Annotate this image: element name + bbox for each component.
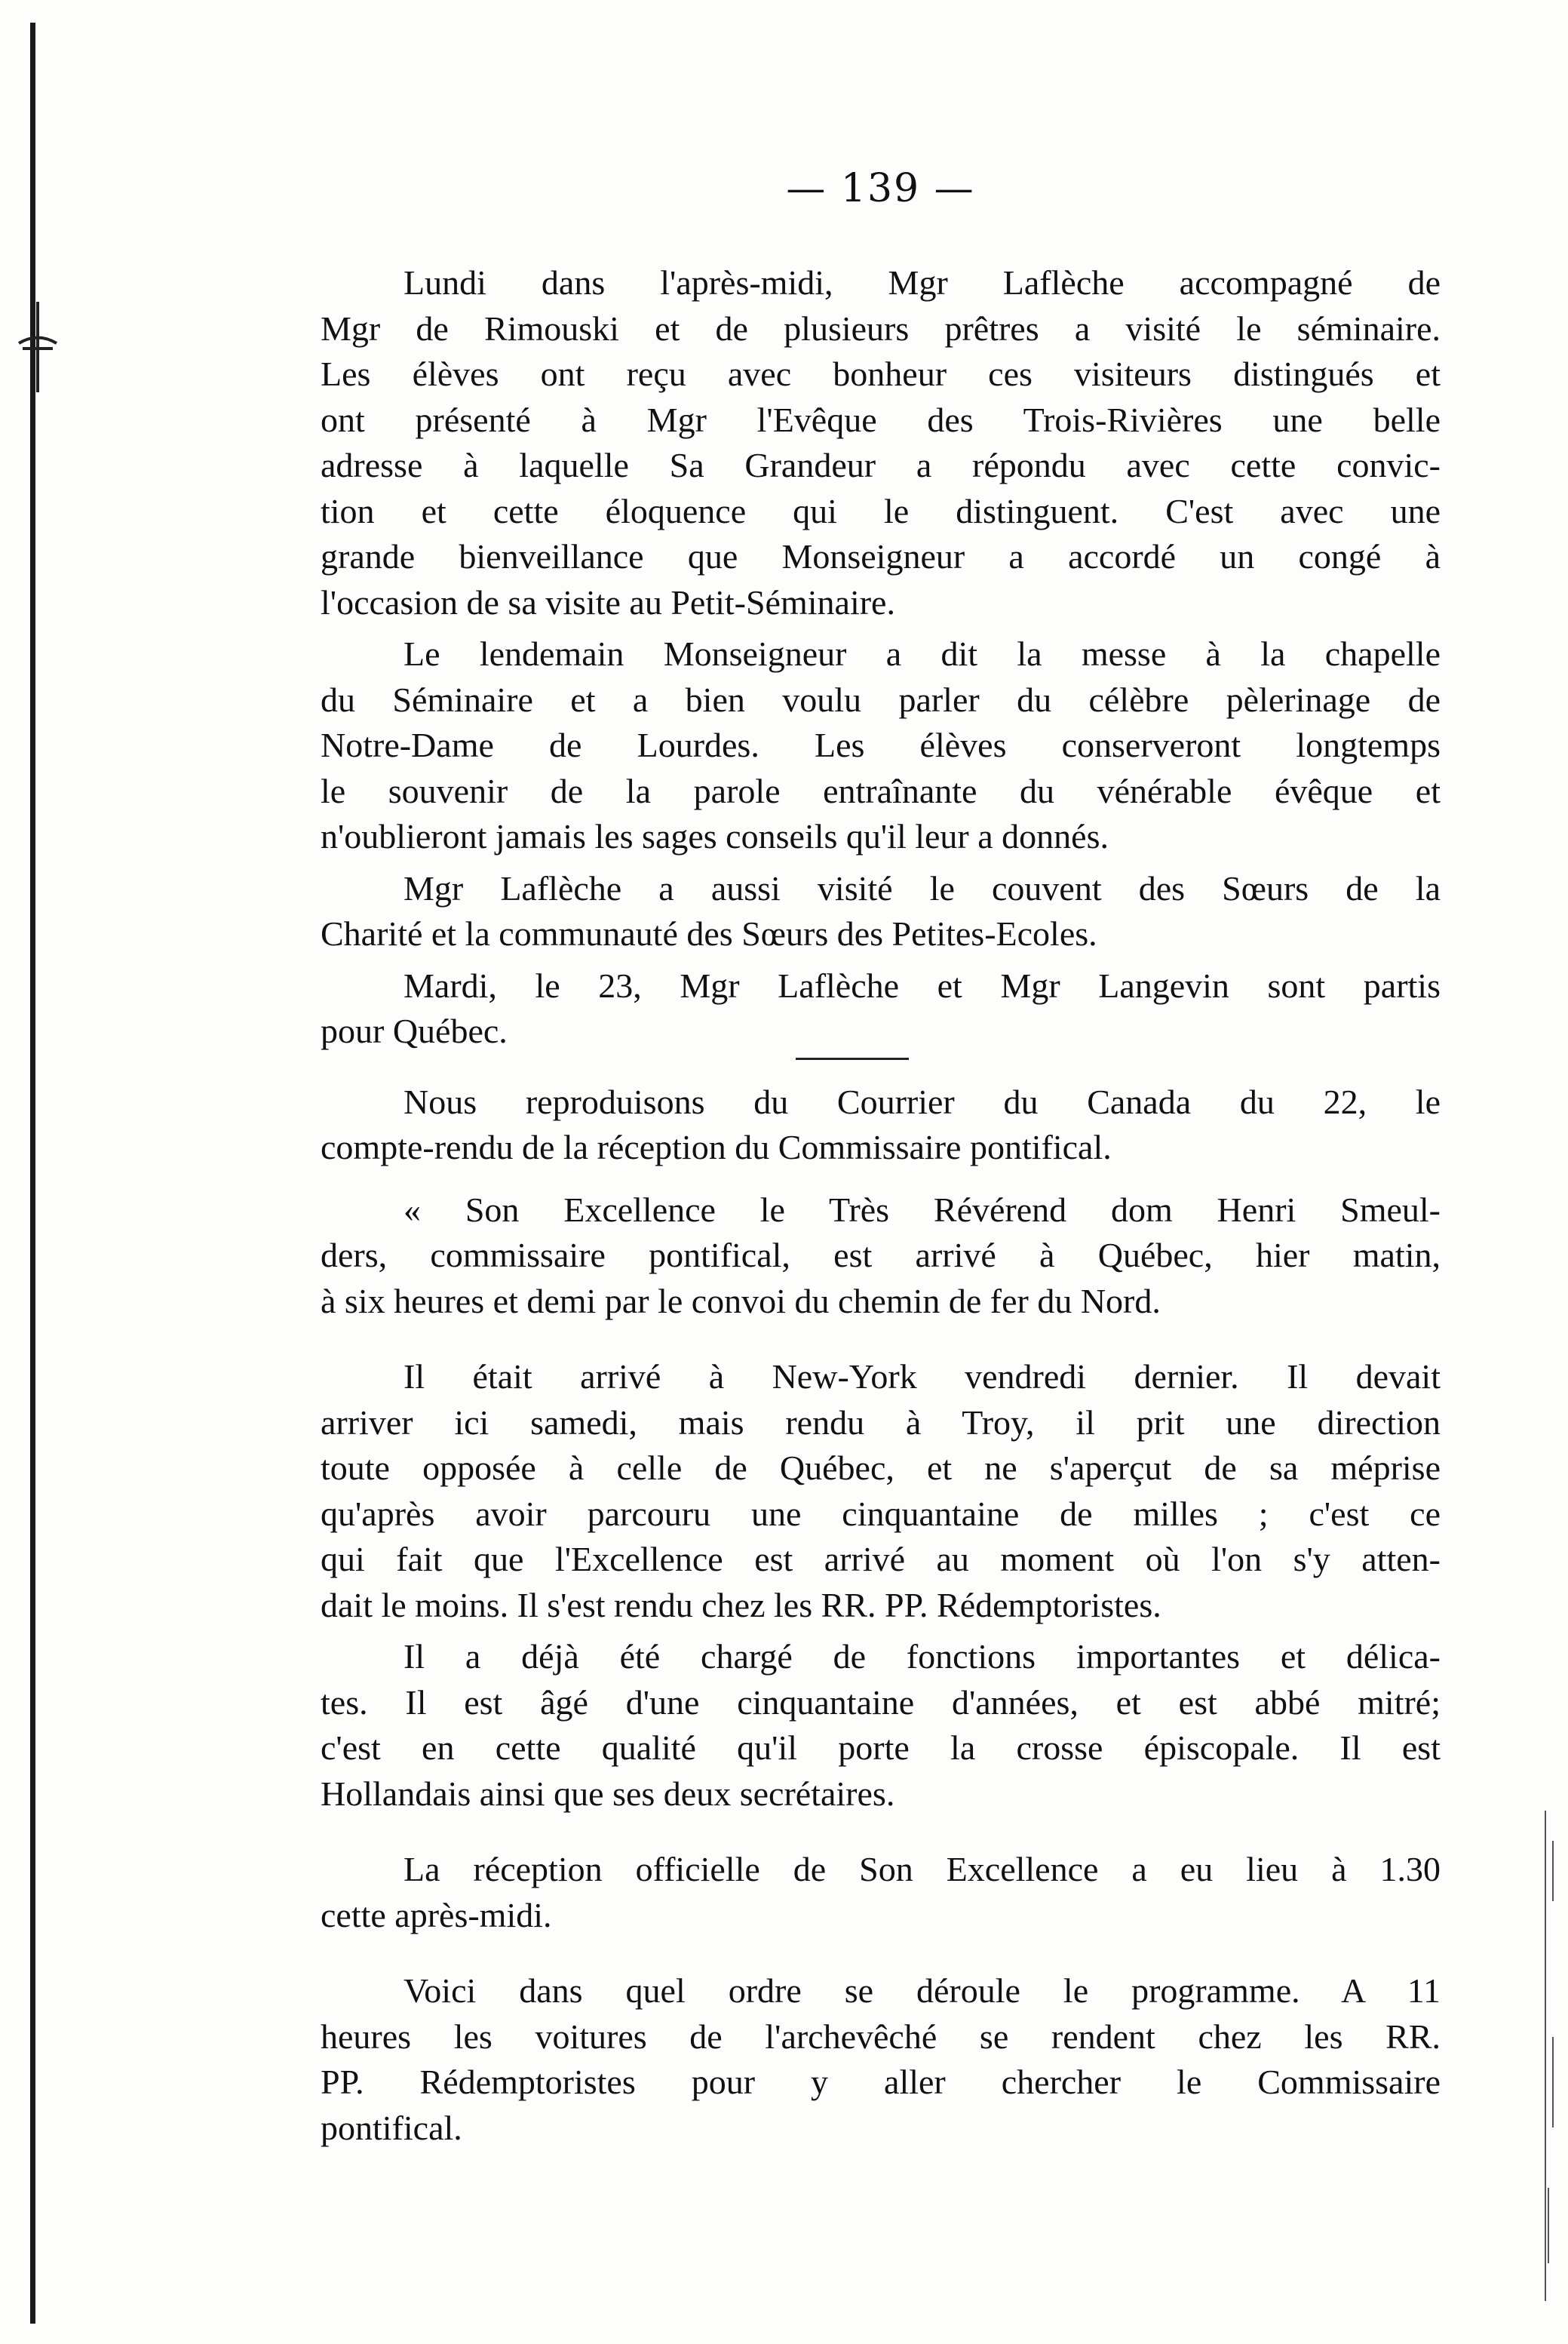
paragraph-7 xyxy=(321,1354,1441,1628)
text-line: Notre-Dame de Lourdes. Les élèves conserveront longtemps xyxy=(321,726,1441,764)
text-line: Mgr de Rimouski et de plusieurs prêtres a visité le séminaire. xyxy=(321,309,1441,348)
paragraph-3 xyxy=(321,866,1441,957)
text-line: Voici dans quel ordre se déroule le programme. A 11 xyxy=(404,1971,1441,2010)
text-line: tion et cette éloquence qui le distinguent. C'est avec une xyxy=(321,491,1441,530)
margin-mark-icon xyxy=(15,302,60,392)
text-line: arriver ici samedi, mais rendu à Troy, il prit une direction xyxy=(321,1402,1441,1442)
text-line: n'oublieront jamais les sages conseils qu'il leur a donnés. xyxy=(321,817,1109,856)
text-line: PP. Rédemptoristes pour y aller chercher le Commissaire xyxy=(321,2063,1441,2101)
text-line: Nous reproduisons du Courrier du Canada du 22, le xyxy=(404,1082,1441,1121)
text-line: Mgr Laflèche a aussi visité le couvent des Sœurs de la xyxy=(404,868,1441,908)
text-line: Il a déjà été chargé de fonctions importantes et délica- xyxy=(404,1637,1441,1676)
text-line: qui fait que l'Excellence est arrivé au moment où l'on s'y atten- xyxy=(321,1540,1441,1578)
edge-noise-icon xyxy=(1538,1811,1560,2301)
paragraph-8 xyxy=(321,1634,1441,1817)
text-line: Charité et la communauté des Sœurs des Petites-Ecoles. xyxy=(321,914,1097,953)
text-line: qu'après avoir parcouru une cinquantaine de milles ; c'est ce xyxy=(321,1494,1441,1533)
text-line: toute opposée à celle de Québec, et ne s'aperçut de sa méprise xyxy=(321,1448,1441,1487)
text-line: « Son Excellence le Très Révérend dom Henri Smeul- xyxy=(404,1190,1441,1229)
text-line: Hollandais ainsi que ses deux secrétaires. xyxy=(321,1774,895,1813)
paragraph-4 xyxy=(321,963,1441,1055)
page-text xyxy=(321,162,1441,2151)
text-line: cette après-midi. xyxy=(321,1895,552,1934)
text-line: tes. Il est âgé d'une cinquantaine d'années, et est abbé mitré; xyxy=(321,1682,1441,1722)
paragraph-6 xyxy=(321,1187,1441,1325)
paragraph-9 xyxy=(321,1847,1441,1938)
paragraph-1 xyxy=(321,260,1441,625)
text-line: du Séminaire et a bien voulu parler du célèbre pèlerinage de xyxy=(321,680,1441,719)
text-line: Le lendemain Monseigneur a dit la messe à la chapelle xyxy=(404,634,1441,673)
text-line: grande bienveillance que Monseigneur a accordé un congé à xyxy=(321,537,1441,576)
text-line: compte-rendu de la réception du Commissaire pontifical. xyxy=(321,1128,1112,1166)
text-line: à six heures et demi par le convoi du chemin de fer du Nord. xyxy=(321,1281,1161,1320)
text-line: l'occasion de sa visite au Petit-Séminaire. xyxy=(321,582,895,622)
text-line: le souvenir de la parole entraînante du vénérable évêque et xyxy=(321,771,1441,810)
text-line: ont présenté à Mgr l'Evêque des Trois-Rivières une belle xyxy=(321,400,1441,439)
text-line: adresse à laquelle Sa Grandeur a répondu avec cette convic- xyxy=(321,446,1441,484)
page-number: — 139 — xyxy=(786,166,975,211)
text-line: heures les voitures de l'archevêché se rendent chez les RR. xyxy=(321,2017,1441,2056)
text-line: pour Québec. xyxy=(321,1012,508,1050)
paragraph-5 xyxy=(321,1080,1441,1171)
text-line: Les élèves ont reçu avec bonheur ces visiteurs distingués et xyxy=(321,355,1441,393)
paragraph-2 xyxy=(321,631,1441,860)
text-line: c'est en cette qualité qu'il porte la crosse épiscopale. Il est xyxy=(321,1728,1441,1767)
text-line: Mardi, le 23, Mgr Laflèche et Mgr Langevin sont partis xyxy=(404,966,1441,1005)
text-line: Il était arrivé à New-York vendredi dernier. Il devait xyxy=(404,1357,1441,1396)
text-line: ders, commissaire pontifical, est arrivé à Québec, hier matin, xyxy=(321,1236,1441,1274)
paragraph-10 xyxy=(321,1968,1441,2151)
section-separator xyxy=(796,1058,909,1060)
text-line: Lundi dans l'après-midi, Mgr Laflèche accompagné de xyxy=(404,263,1441,302)
text-line: dait le moins. Il s'est rendu chez les RR. PP. Rédemptoristes. xyxy=(321,1585,1161,1624)
text-line: La réception officielle de Son Excellence a eu lieu à 1.30 xyxy=(404,1850,1441,1888)
text-line: pontifical. xyxy=(321,2108,462,2147)
